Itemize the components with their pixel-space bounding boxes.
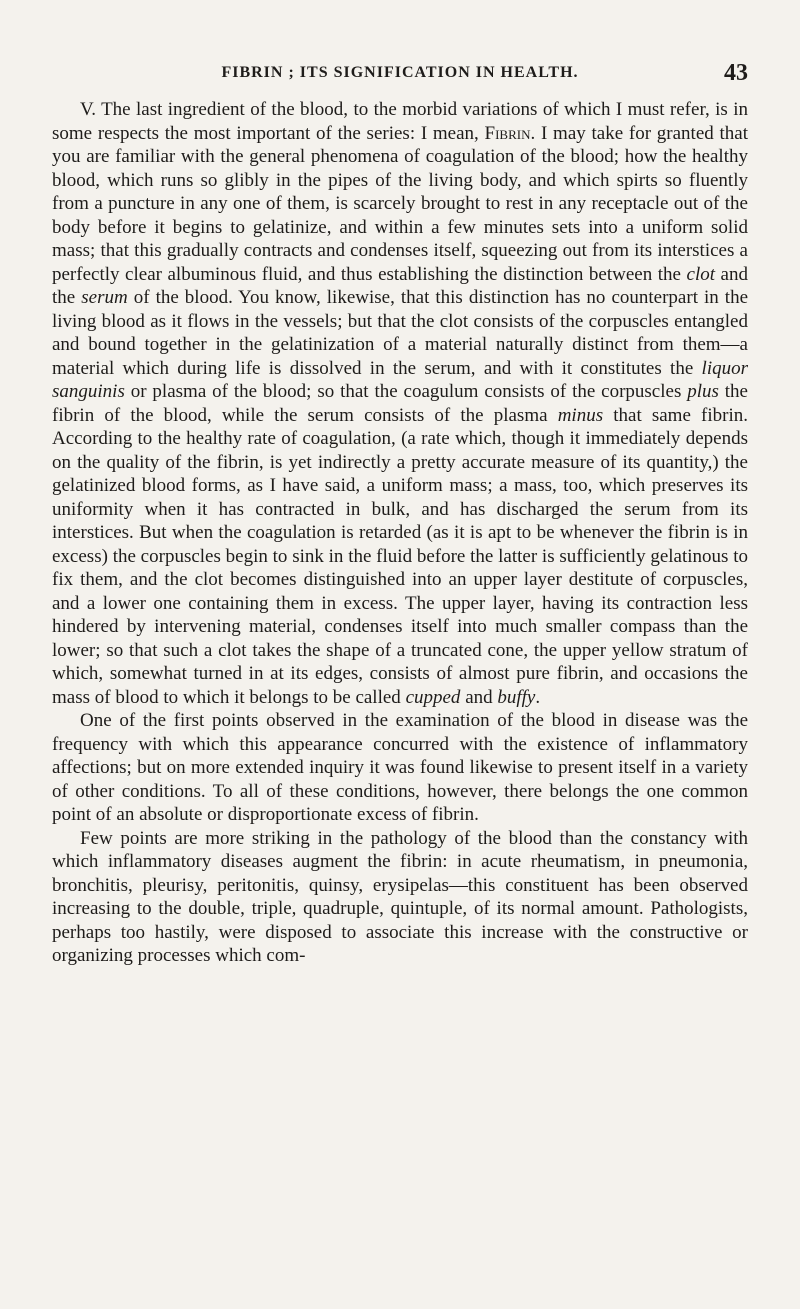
text-run: or plasma of the blood; so that the coagulum consists of the corpuscles bbox=[124, 381, 688, 402]
paragraph bbox=[52, 98, 748, 709]
text-run: and the bbox=[52, 263, 748, 308]
text-run: the fibrin of the blood, while the serum consists of the plasma bbox=[52, 381, 748, 426]
italic-term: liquor sanguinis bbox=[52, 357, 748, 402]
text-run: and bbox=[460, 686, 498, 708]
smallcaps-term: Fibrin bbox=[484, 122, 531, 144]
paragraph bbox=[52, 827, 748, 968]
text-run: One of the first points observed in the examination of the blood in disease was the frequency with which this appearance concurred with the existence of inflammatory affections; but on more extended inquiry it was found likewise to present itself in a variety of other conditions. To all of these conditions, however, there belongs the one common point of an absolute or disproportionate excess of fibrin. bbox=[52, 710, 748, 825]
italic-term: buffy bbox=[497, 686, 536, 708]
text-run: that same fibrin. According to the healthy rate of coagulation, (a rate which, though it immediately depends on the quality of the fibrin, is yet indirectly a pretty accurate measure of its quantity,) the gelatinized blood forms, as I have said, a uniform mass; a mass, too, which preserves its uniformity when it has contracted in bulk, and has discharged the serum from its interstices. But when the coagulation is retarded (as it is apt to be whenever the fibrin is in excess) the corpuscles begin to sink in the fluid before the latter is sufficiently gelatinous to fix them, and the clot becomes distinguished into an upper layer destitute of corpuscles, and a lower one containing them in excess. The upper layer, having its contraction less hindered by intervening material, condenses itself into much smaller compass than the lower; so that such a clot takes the shape of a truncated cone, the upper yellow stratum of which, somewhat turned in at its edges, consists of almost pure fibrin, and occasions the mass of blood to which it belongs to be called bbox=[52, 404, 748, 708]
text-run: of the blood. You know, likewise, that this distinction has no counterpart in the living blood as it flows in the vessels; but that the clot consists of the corpuscles entangled and bound together in the gelatinization of a material naturally distinct from them—a material which during life is dissolved in the serum, and with it constitutes the bbox=[52, 287, 749, 379]
italic-term: serum bbox=[81, 287, 128, 308]
italic-term: clot bbox=[686, 263, 716, 285]
italic-term: minus bbox=[557, 404, 604, 426]
body-text bbox=[52, 98, 748, 968]
text-run: Few points are more striking in the pathology of the blood than the constancy with which inflammatory diseases augment the fibrin: in acute rheumatism, in pneumonia, bronchitis, pleurisy, peritonitis, quinsy, erysipelas—this constituent has been observed increasing to the double, triple, quadruple, quintuple, of its normal amount. Pathologists, perhaps too hastily, were disposed to associate this increase with the constructive or organizing processes which com- bbox=[52, 827, 748, 966]
page-number: 43 bbox=[724, 60, 748, 86]
text-run: . I may take for granted that you are familiar with the general phenomena of coagulation of the blood; how the healthy blood, which runs so glibly in the pipes of the living body, and which spirts so fluently from a puncture in any one of them, is scarcely brought to rest in any receptacle out of the body before it begins to gelatinize, and within a few minutes sets into a uniform solid mass; that this gradually contracts and condenses itself, squeezing out from its interstices a perfectly clear albuminous fluid, and thus establishing the distinction between the bbox=[52, 122, 748, 285]
italic-term: plus bbox=[687, 381, 719, 402]
text-run: . bbox=[535, 686, 541, 708]
page-header bbox=[0, 60, 800, 94]
paragraph bbox=[52, 709, 748, 827]
italic-term: cupped bbox=[405, 686, 461, 708]
running-head: FIBRIN ; ITS SIGNIFICATION IN HEALTH. bbox=[221, 64, 579, 81]
text-run: V. The last ingredient of the blood, to the morbid variations of which I must refer, is in some respects the most important of the series: I mean, bbox=[52, 99, 748, 144]
